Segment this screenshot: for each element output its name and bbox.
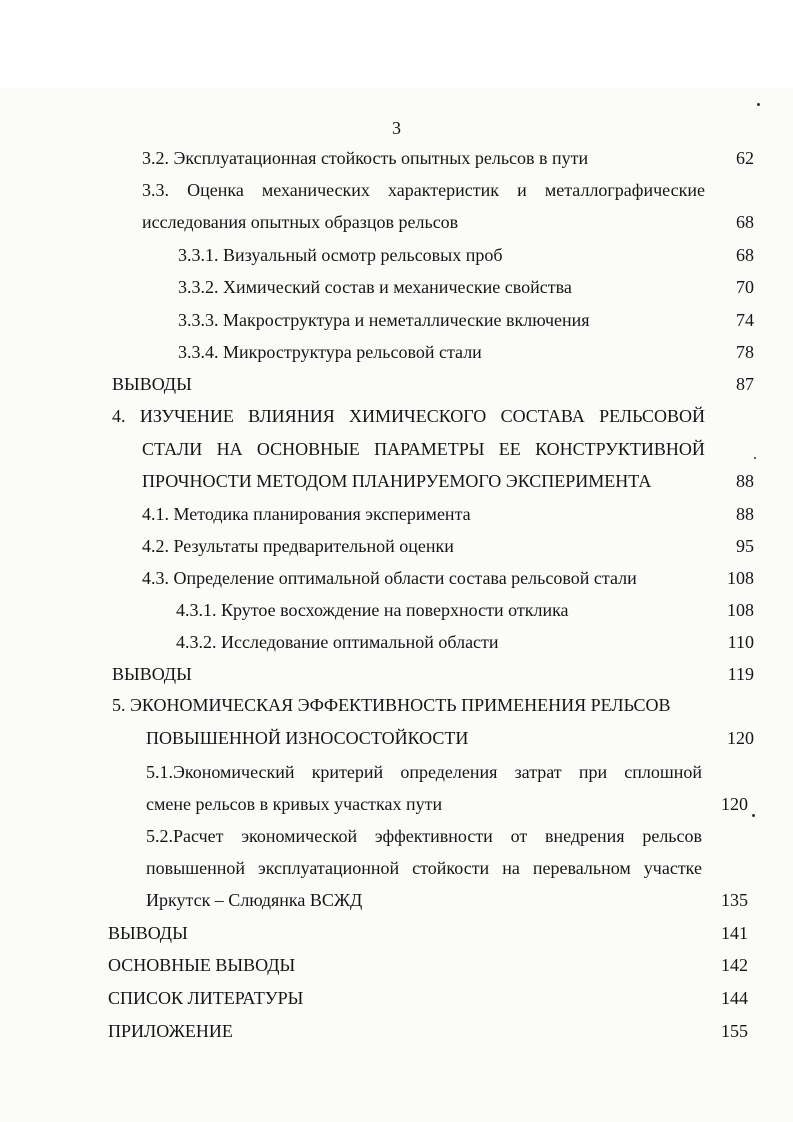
toc-entry-4-2[interactable]: 4.2. Результаты предварительной оценки [142,536,454,556]
toc-word: критерий [311,762,384,782]
toc-word: внедрения [544,826,625,846]
toc-page-3-3-4: 78 [736,342,754,362]
toc-entry-3-3-1[interactable]: 3.3.1. Визуальный осмотр рельсовых проб [178,245,503,265]
toc-word: затрат [514,762,562,782]
toc-page-conclusions-4: 119 [727,664,754,684]
toc-word: эффективности [374,826,493,846]
toc-entry-3-3-2[interactable]: 3.3.2. Химический состав и механические свойства [178,277,572,297]
toc-page-chapter-4: 88 [736,471,754,491]
toc-entry-5-2-cont2[interactable]: Иркутск – Слюдянка ВСЖД [146,890,363,910]
toc-entry-references[interactable]: СПИСОК ЛИТЕРАТУРЫ [108,988,304,1008]
toc-entry-5-1-cont[interactable]: смене рельсов в кривых участках пути [146,794,443,814]
toc-entry-chapter-5[interactable]: 5. ЭКОНОМИЧЕСКАЯ ЭФФЕКТИВНОСТЬ ПРИМЕНЕНИЯ РЕЛЬСОВ [112,695,671,715]
scan-speck [754,457,756,459]
toc-page-4-3-2: 110 [727,632,754,652]
toc-word: 3.3. [142,180,169,200]
toc-word: НА [216,439,243,459]
scan-speck [757,103,760,106]
toc-entry-4-3-1[interactable]: 4.3.1. Крутое восхождение на поверхности отклика [176,600,569,620]
toc-page-4-3-1: 108 [727,600,754,620]
toc-page-5-2: 135 [721,890,748,910]
toc-entry-chapter-4-cont2[interactable]: ПРОЧНОСТИ МЕТОДОМ ПЛАНИРУЕМОГО ЭКСПЕРИМЕНТА [142,471,652,491]
toc-page-5-1: 120 [721,794,748,814]
toc-word: 4. [112,406,126,426]
toc-entry-chapter-4-cont[interactable] [142,438,705,460]
toc-word: рельсов [642,826,702,846]
toc-entry-4-3-2[interactable]: 4.3.2. Исследование оптимальной области [176,632,499,652]
toc-entry-3-3-cont[interactable]: исследования опытных образцов рельсов [142,212,459,232]
toc-entry-5-1[interactable] [146,761,702,783]
toc-word: ИЗУЧЕНИЕ [139,406,234,426]
toc-page-appendix: 155 [721,1021,748,1041]
toc-entry-appendix[interactable]: ПРИЛОЖЕНИЕ [108,1021,233,1041]
toc-page-3-2: 62 [736,148,754,168]
toc-page-4-1: 88 [736,504,754,524]
toc-word: РЕЛЬСОВОЙ [599,406,705,426]
page-number: 3 [392,118,401,138]
toc-word: эксплуатационной [258,858,400,878]
toc-word: КОНСТРУКТИВНОЙ [535,439,705,459]
toc-word: стойкости [412,858,490,878]
toc-entry-3-3-4[interactable]: 3.3.4. Микроструктура рельсовой стали [178,342,482,362]
toc-page-4-2: 95 [736,536,754,556]
toc-word: ХИМИЧЕСКОГО [349,406,487,426]
toc-word: Оценка [187,180,244,200]
toc-word: экономической [241,826,358,846]
toc-page-conclusions-5: 141 [721,923,748,943]
toc-page-3-3-1: 68 [736,245,754,265]
toc-entry-3-3-3[interactable]: 3.3.3. Макроструктура и неметаллические включения [178,310,590,330]
toc-entry-5-2[interactable] [146,825,702,847]
toc-page-3-3-3: 74 [736,310,754,330]
toc-word: металлографические [544,180,705,200]
toc-word: от [510,826,528,846]
toc-word: перевальном [532,858,631,878]
toc-word: на [502,858,520,878]
toc-word: механических [261,180,370,200]
toc-entry-conclusions-4[interactable]: ВЫВОДЫ [112,664,192,684]
toc-entry-conclusions-5[interactable]: ВЫВОДЫ [108,923,188,943]
toc-word: ОСНОВНЫЕ [256,439,360,459]
toc-word: определения [400,762,498,782]
toc-entry-4-3[interactable]: 4.3. Определение оптимальной области состава рельсовой стали [142,568,637,588]
toc-word: и [517,180,527,200]
toc-page-references: 144 [721,988,748,1008]
toc-word: ВЛИЯНИЯ [248,406,335,426]
toc-word: повышенной [146,858,245,878]
toc-page-4-3: 108 [727,568,754,588]
toc-word: при [578,762,608,782]
toc-entry-5-2-cont[interactable] [146,857,702,879]
toc-word: ЕЕ [498,439,521,459]
toc-page-3-3-2: 70 [736,277,754,297]
toc-word: СОСТАВА [500,406,585,426]
toc-page-conclusions-3: 87 [736,374,754,394]
toc-entry-conclusions-3[interactable]: ВЫВОДЫ [112,374,192,394]
toc-word: ПАРАМЕТРЫ [374,439,485,459]
toc-page-3-3: 68 [736,212,754,232]
toc-entry-main-conclusions[interactable]: ОСНОВНЫЕ ВЫВОДЫ [108,955,296,975]
toc-page-main-conclusions: 142 [721,955,748,975]
toc-page-chapter-5: 120 [727,728,754,748]
toc-word: сплошной [624,762,702,782]
toc-word: 5.2.Расчет [146,826,224,846]
toc-entry-3-3[interactable] [142,179,705,201]
toc-word: 5.1.Экономический [146,762,295,782]
toc-word: участке [643,858,702,878]
toc-entry-4-1[interactable]: 4.1. Методика планирования эксперимента [142,504,471,524]
toc-entry-chapter-5-cont[interactable]: ПОВЫШЕННОЙ ИЗНОСОСТОЙКОСТИ [146,728,469,748]
toc-word: характеристик [388,180,500,200]
toc-word: СТАЛИ [142,439,203,459]
toc-entry-3-2[interactable]: 3.2. Эксплуатационная стойкость опытных рельсов в пути [142,148,589,168]
scan-speck [752,814,755,817]
toc-entry-chapter-4[interactable] [112,405,705,427]
